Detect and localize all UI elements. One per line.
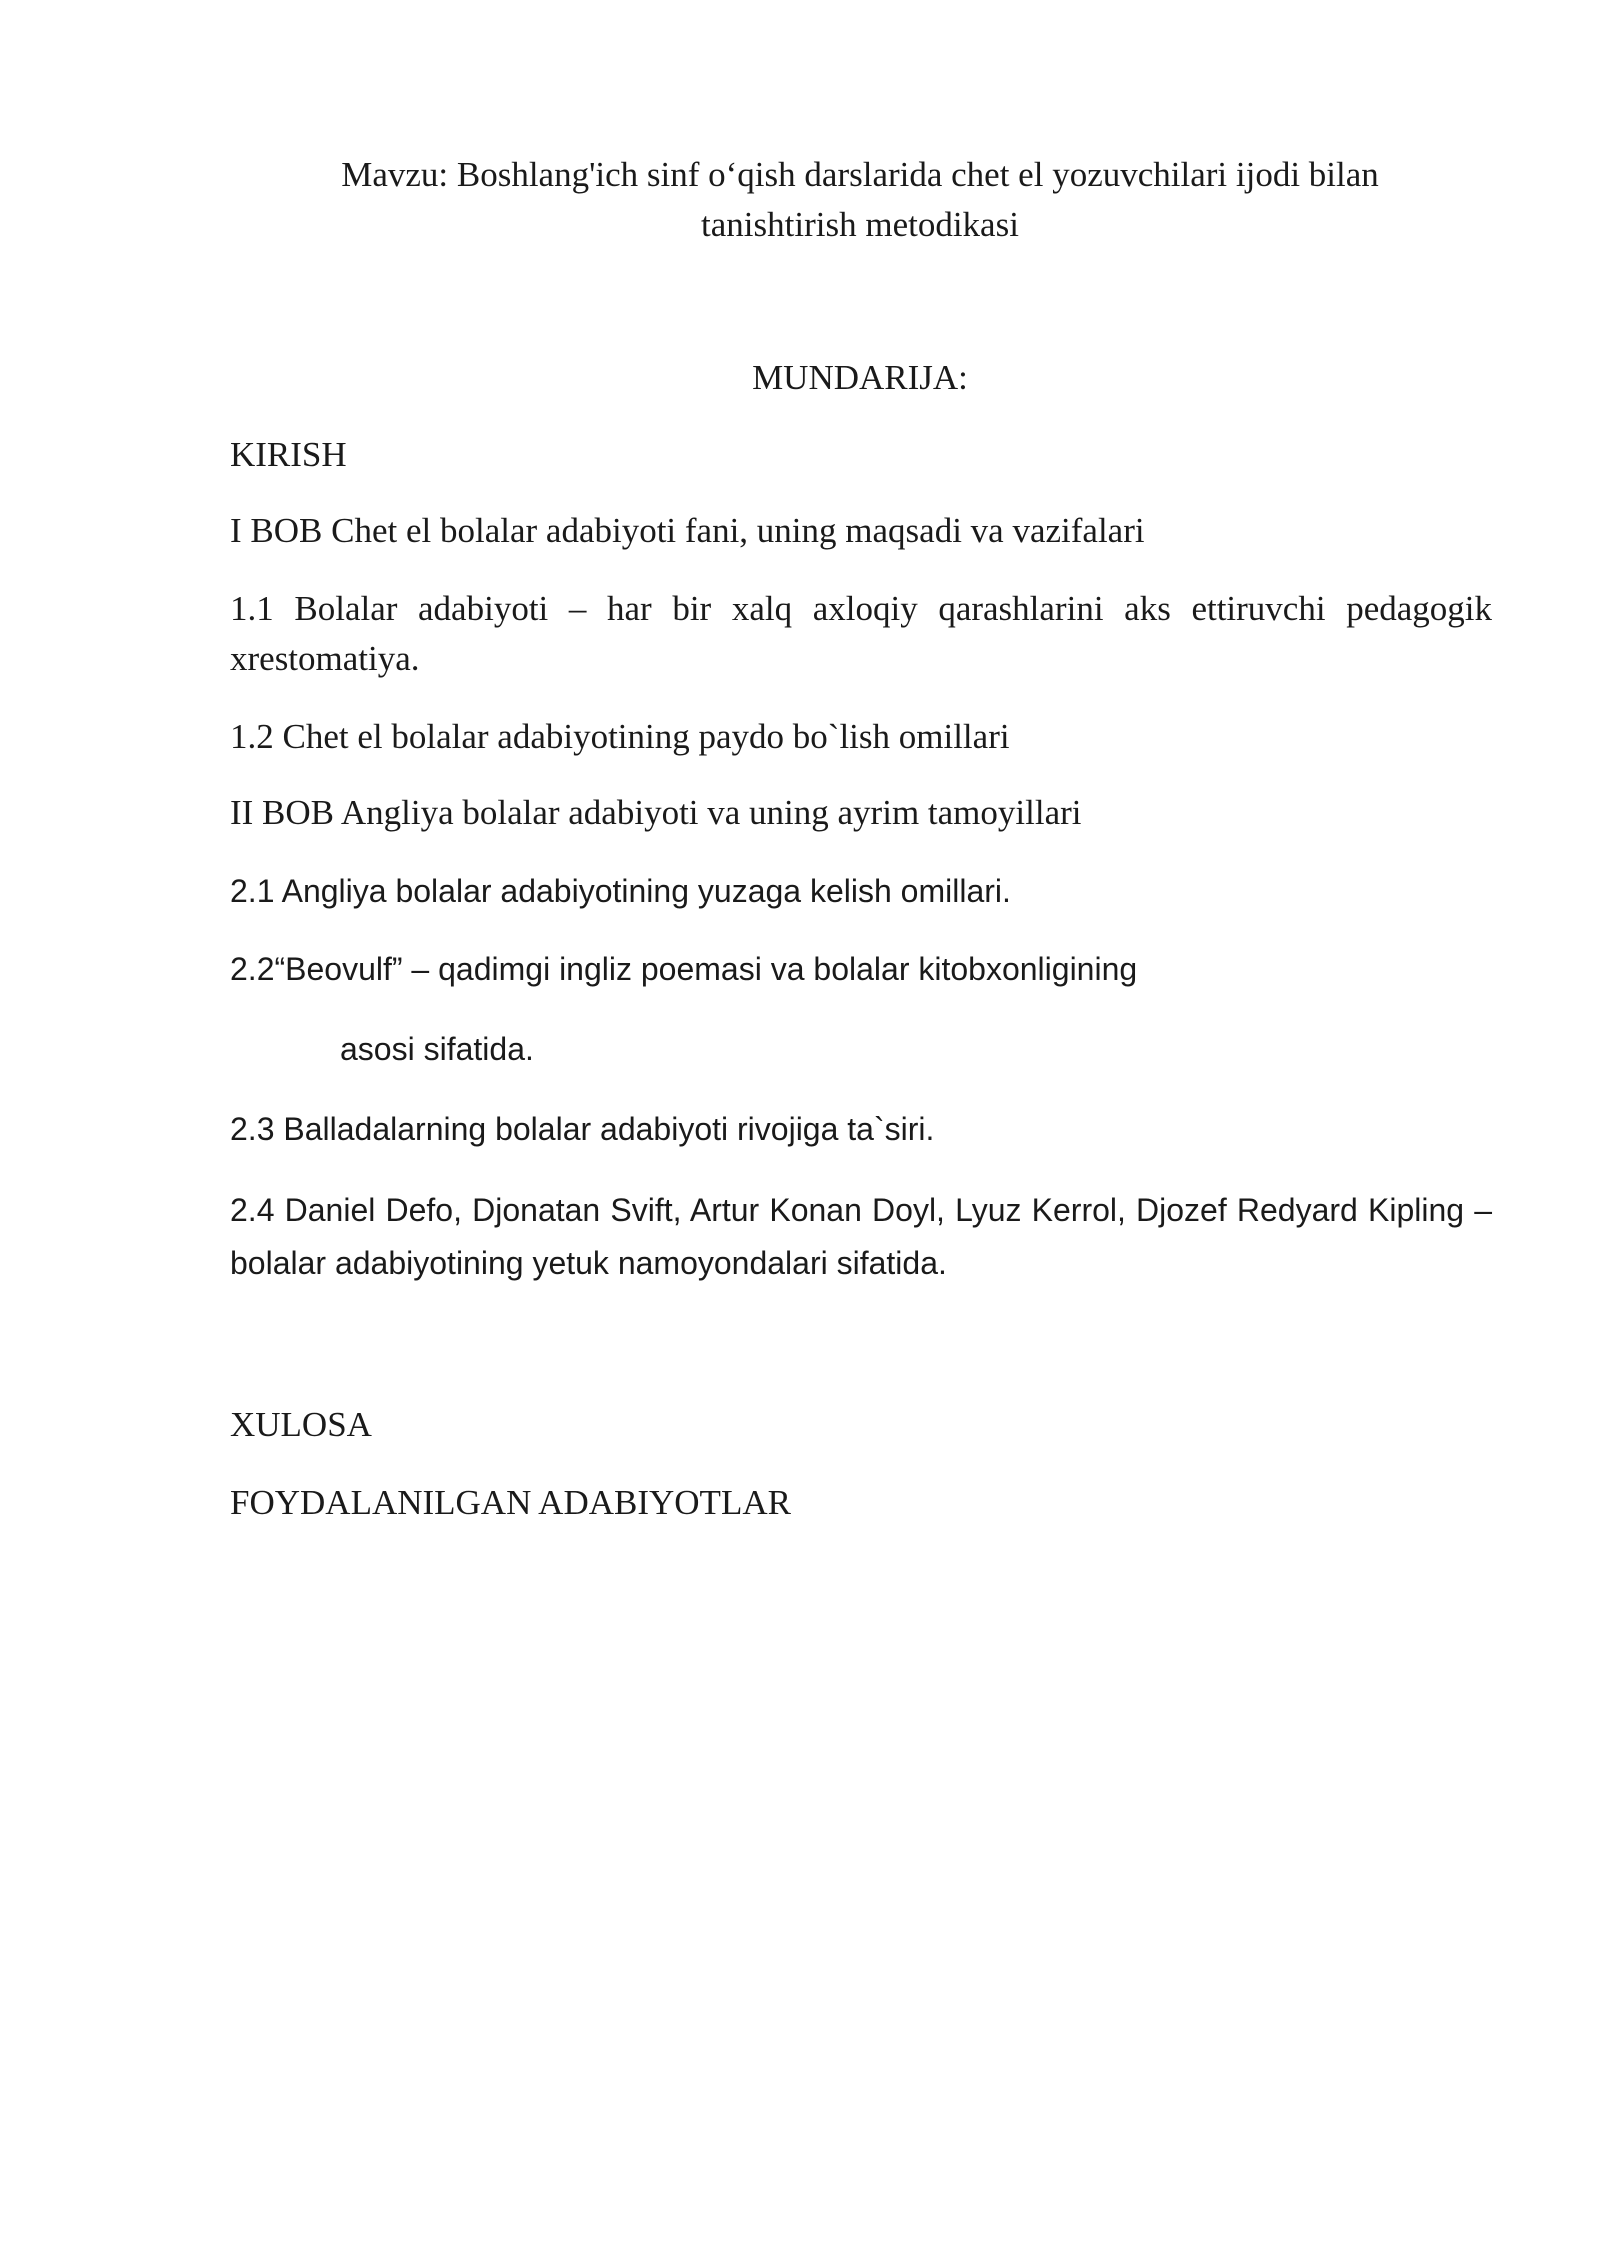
- toc-item-conclusion: XULOSA: [230, 1405, 372, 1444]
- toc-item-references: FOYDALANILGAN ADABIYOTLAR: [230, 1483, 791, 1522]
- toc-item-section-2-1: 2.1 Angliya bolalar adabiyotining yuzaga kelish omillari.: [230, 873, 1011, 909]
- title-line-2: tanishtirish metodikasi: [701, 205, 1019, 244]
- title-line-1: Mavzu: Boshlang'ich sinf o‘qish darslarida chet el yozuvchilari ijodi bilan: [341, 155, 1379, 194]
- toc-item-section-2-2-continuation: asosi sifatida.: [340, 1031, 534, 1067]
- toc-item-section-1-1: 1.1 Bolalar adabiyoti – har bir xalq axloqiy qarashlarini aks ettiruvchi pedagogik xrestomatiya.: [230, 589, 1492, 678]
- toc-item-section-2-3: 2.3 Balladalarning bolalar adabiyoti rivojiga ta`siri.: [230, 1111, 935, 1147]
- toc-item-section-1-2: 1.2 Chet el bolalar adabiyotining paydo bo`lish omillari: [230, 717, 1010, 756]
- toc-item-chapter-1: I BOB Chet el bolalar adabiyoti fani, uning maqsadi va vazifalari: [230, 511, 1145, 550]
- toc-item-section-2-2: 2.2“Beovulf” – qadimgi ingliz poemasi va bolalar kitobxonligining: [230, 951, 1138, 987]
- toc-item-intro: KIRISH: [230, 435, 347, 474]
- document-title: [230, 150, 1490, 250]
- toc-item-section-2-4: 2.4 Daniel Defo, Djonatan Svift, Artur Konan Doyl, Lyuz Kerrol, Djozef Redyard Kipling – bolalar adabiyotining yetuk namoyondalari sifatida.: [230, 1192, 1492, 1281]
- contents-heading: MUNDARIJA:: [752, 358, 968, 397]
- toc-item-chapter-2: II BOB Angliya bolalar adabiyoti va uning ayrim tamoyillari: [230, 793, 1082, 832]
